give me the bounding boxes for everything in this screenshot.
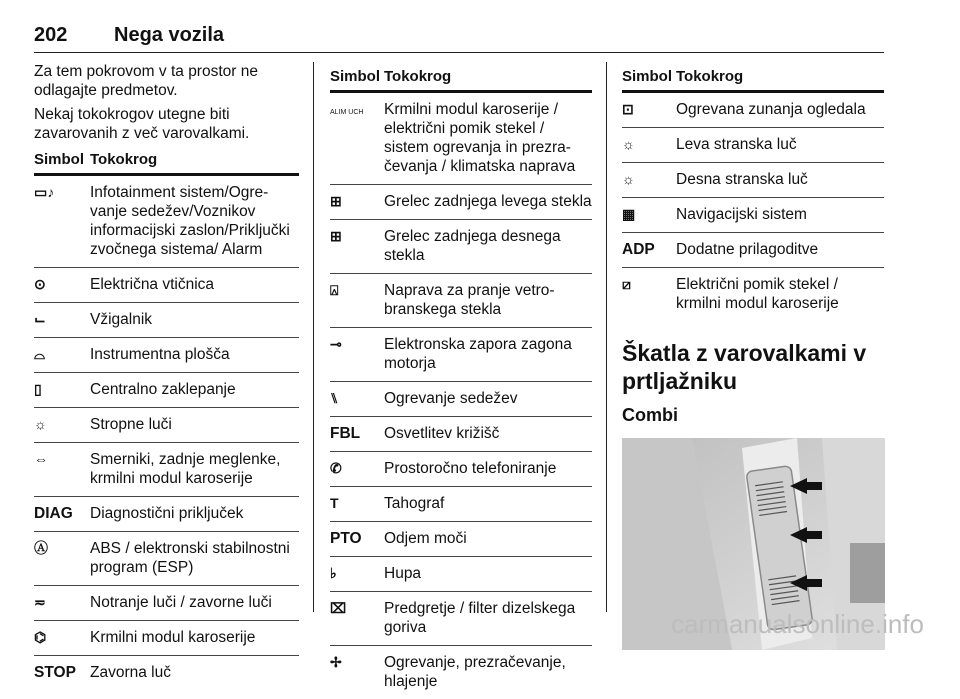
circuit-text: Predgretje / filter dizelskega goriva bbox=[384, 592, 592, 646]
intro-paragraph-1: Za tem pokrovom v ta prostor ne odlagajte predmetov. bbox=[34, 62, 299, 100]
circuit-text: Notranje luči / zavorne luči bbox=[90, 586, 299, 621]
circuit-text: ABS / elektronski stabilnostni program (ESP) bbox=[90, 532, 299, 586]
circuit-text: Centralno zaklepanje bbox=[90, 373, 299, 408]
circuit-text: Odjem moči bbox=[384, 522, 592, 557]
circuit-text: Krmilni modul karoserije / električni pomik stekel / sistem ogrevanja in prezračevanja / klimatska naprava bbox=[384, 92, 592, 185]
table-row bbox=[622, 233, 884, 268]
rear-right-wiper-icon: ⊞ bbox=[330, 227, 342, 246]
table-row bbox=[34, 586, 299, 621]
symbol-text: DIAG bbox=[34, 497, 90, 532]
column-divider bbox=[606, 62, 607, 612]
table-row bbox=[622, 163, 884, 198]
table-row bbox=[622, 198, 884, 233]
table-row bbox=[330, 417, 592, 452]
circuit-text: Grelec zadnjega desnega stekla bbox=[384, 220, 592, 274]
section-heading: Škatla z varovalkami v prtljažniku bbox=[622, 339, 884, 395]
circuit-text: Leva stranska luč bbox=[676, 128, 884, 163]
horn-icon: ♭ bbox=[330, 564, 337, 583]
circuit-text: Električni pomik stekel / krmilni modul karoserije bbox=[676, 268, 884, 322]
immobiliser-icon: ⊸ bbox=[330, 335, 342, 354]
table-row bbox=[34, 338, 299, 373]
circuit-text: Ogrevana zunanja ogledala bbox=[676, 92, 884, 128]
subsection-heading: Combi bbox=[622, 405, 884, 426]
column-3 bbox=[622, 62, 884, 650]
circuit-text: Prostoročno telefoniranje bbox=[384, 452, 592, 487]
table-row bbox=[330, 452, 592, 487]
circuit-text: Desna stranska luč bbox=[676, 163, 884, 198]
intro-paragraph-2: Nekaj tokokrogov utegne biti zavarovanih z več varovalkami. bbox=[34, 105, 299, 143]
interior-light-icon: ☼ bbox=[34, 415, 47, 434]
circuit-text: Električna vtičnica bbox=[90, 268, 299, 303]
table-row bbox=[330, 328, 592, 382]
circuit-text: Stropne luči bbox=[90, 408, 299, 443]
table-row bbox=[330, 646, 592, 699]
symbol-text: PTO bbox=[330, 522, 384, 557]
circuit-text: Zavorna luč bbox=[90, 656, 299, 691]
circuit-text: Osvetlitev križišč bbox=[384, 417, 592, 452]
interior-door-light-icon: ≂ bbox=[34, 593, 46, 612]
table-row bbox=[330, 592, 592, 646]
circuit-text: Grelec zadnjega levega stekla bbox=[384, 185, 592, 220]
column-2 bbox=[330, 62, 592, 699]
table-header-symbol: Simbol bbox=[34, 145, 90, 175]
seat-heating-icon: ⑊ bbox=[330, 389, 338, 408]
table-row bbox=[330, 382, 592, 417]
table-row bbox=[34, 443, 299, 497]
left-side-light-icon: ☼ bbox=[622, 135, 635, 154]
table-header-circuit: Tokokrog bbox=[384, 62, 592, 92]
turn-signal-icon: ⇔ bbox=[34, 450, 48, 469]
symbol-text: ADP bbox=[622, 233, 676, 268]
table-row bbox=[34, 621, 299, 656]
circuit-text: Vžigalnik bbox=[90, 303, 299, 338]
circuit-text: Tahograf bbox=[384, 487, 592, 522]
table-row bbox=[330, 274, 592, 328]
table-row bbox=[330, 522, 592, 557]
table-row bbox=[34, 497, 299, 532]
tachograph-icon: T bbox=[330, 494, 339, 513]
table-row bbox=[330, 220, 592, 274]
circuit-text: Smerniki, zadnje meglenke, krmilni modul karoserije bbox=[90, 443, 299, 497]
table-row bbox=[330, 487, 592, 522]
infotainment-icon: ▭♪ bbox=[34, 183, 54, 202]
fuse-table-3 bbox=[622, 62, 884, 321]
table-row bbox=[330, 92, 592, 185]
washer-icon: ⍓ bbox=[330, 281, 338, 300]
symbol-text: STOP bbox=[34, 656, 90, 691]
circuit-text: Dodatne prilagoditve bbox=[676, 233, 884, 268]
table-row bbox=[34, 303, 299, 338]
table-header-symbol: Simbol bbox=[622, 62, 676, 92]
fan-icon: ✢ bbox=[330, 653, 342, 672]
body-control-icon: ⌬ bbox=[34, 628, 46, 647]
right-side-light-icon: ☼ bbox=[622, 170, 635, 189]
circuit-text: Navigacijski sistem bbox=[676, 198, 884, 233]
column-divider bbox=[313, 62, 314, 612]
power-window-icon: ⧄ bbox=[622, 275, 631, 294]
table-row bbox=[34, 532, 299, 586]
table-row bbox=[330, 557, 592, 592]
alim-uch-symbol: ALIM UCH bbox=[330, 109, 363, 117]
phone-icon: ✆ bbox=[330, 459, 342, 478]
table-row bbox=[34, 268, 299, 303]
table-row bbox=[34, 175, 299, 268]
table-row bbox=[622, 268, 884, 322]
table-row bbox=[34, 373, 299, 408]
circuit-text: Ogrevanje, prezračevanje, hlajenje bbox=[384, 646, 592, 699]
circuit-text: Elektronska zapora zagona motorja bbox=[384, 328, 592, 382]
instrument-panel-icon: ⌓ bbox=[34, 345, 45, 364]
central-locking-icon: ▯ bbox=[34, 380, 42, 399]
circuit-text: Diagnostični priključek bbox=[90, 497, 299, 532]
column-1 bbox=[34, 62, 299, 690]
abs-icon: Ⓐ bbox=[34, 539, 48, 558]
watermark: carmanualsonline.info bbox=[671, 609, 924, 640]
circuit-text: Ogrevanje sedežev bbox=[384, 382, 592, 417]
table-header-circuit: Tokokrog bbox=[676, 62, 884, 92]
circuit-text: Hupa bbox=[384, 557, 592, 592]
circuit-text: Naprava za pranje vetrobranskega stekla bbox=[384, 274, 592, 328]
fuse-table-2 bbox=[330, 62, 592, 699]
table-row bbox=[622, 92, 884, 128]
section-title: Nega vozila bbox=[114, 24, 224, 47]
power-socket-icon: ⊙ bbox=[34, 275, 46, 294]
table-row bbox=[34, 408, 299, 443]
circuit-text: Instrumentna plošča bbox=[90, 338, 299, 373]
fuse-table-1 bbox=[34, 145, 299, 690]
table-row bbox=[622, 128, 884, 163]
page-number: 202 bbox=[34, 24, 67, 47]
circuit-text: Krmilni modul karoserije bbox=[90, 621, 299, 656]
navigation-icon: ▦ bbox=[622, 205, 635, 224]
table-row bbox=[330, 185, 592, 220]
heated-mirror-icon: ⊡ bbox=[622, 100, 634, 119]
symbol-text: FBL bbox=[330, 417, 384, 452]
diesel-filter-icon: ⌧ bbox=[330, 599, 346, 618]
cigarette-lighter-icon: ⌙ bbox=[34, 310, 46, 329]
table-header-circuit: Tokokrog bbox=[90, 145, 299, 175]
page-header bbox=[34, 10, 884, 53]
table-header-symbol: Simbol bbox=[330, 62, 384, 92]
rear-left-wiper-icon: ⊞ bbox=[330, 192, 342, 211]
circuit-text: Infotainment sistem/Ogrevanje sedežev/Voznikov informacijski zaslon/Priključki zvočnega sistema/ Alarm bbox=[90, 175, 299, 268]
table-row bbox=[34, 656, 299, 691]
